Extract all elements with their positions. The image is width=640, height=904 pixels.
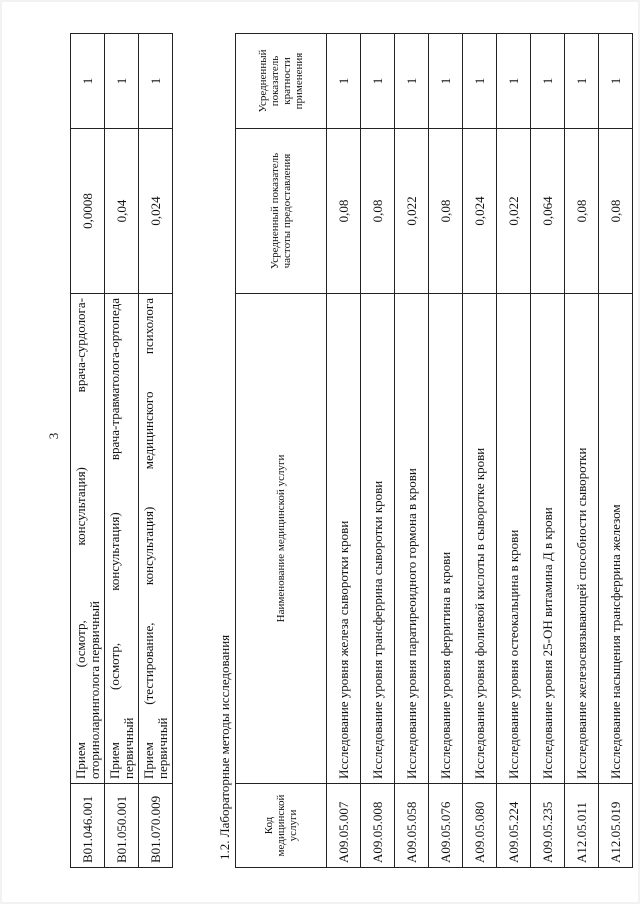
service-code: A09.05.076 [429, 784, 463, 868]
header-frequency: Усредненный показатель частоты предоставления [236, 129, 327, 294]
service-name-line: Прием (осмотр, консультация) врача-сурдолога- [72, 298, 88, 779]
frequency-value: 0,024 [463, 129, 497, 294]
document-page [2, 2, 638, 902]
frequency-value: 0,04 [105, 129, 139, 294]
table-row [429, 34, 463, 868]
service-code: A09.05.007 [327, 784, 361, 868]
frequency-value: 0,022 [395, 129, 429, 294]
table-row [327, 34, 361, 868]
service-name: Исследование железосвязывающей способности сыворотки [565, 294, 599, 784]
service-name [105, 294, 139, 784]
service-code: A09.05.224 [497, 784, 531, 868]
service-name-line: Прием (осмотр, консультация) врача-травматолога-ортопеда [106, 298, 122, 779]
service-name-line: оториноларинголога первичный [86, 601, 102, 779]
multiplicity-value: 1 [531, 34, 565, 129]
table-row [599, 34, 633, 868]
multiplicity-value: 1 [565, 34, 599, 129]
service-name: Исследование уровня паратиреоидного гормона в крови [395, 294, 429, 784]
service-code: B01.046.001 [71, 784, 105, 868]
service-name: Исследование уровня ферритина в крови [429, 294, 463, 784]
lab-methods-table [235, 33, 633, 868]
frequency-value: 0,08 [429, 129, 463, 294]
service-code: B01.070.009 [139, 784, 173, 868]
multiplicity-value: 1 [361, 34, 395, 129]
table-row [531, 34, 565, 868]
frequency-value: 0,024 [139, 129, 173, 294]
service-name-line: Прием (тестирование, консультация) медицинского психолога [140, 298, 156, 779]
service-name-line: первичный [120, 717, 136, 779]
service-code: A09.05.235 [531, 784, 565, 868]
multiplicity-value: 1 [105, 34, 139, 129]
frequency-value: 0,0008 [71, 129, 105, 294]
frequency-value: 0,064 [531, 129, 565, 294]
multiplicity-value: 1 [463, 34, 497, 129]
rotated-content [70, 34, 623, 868]
table-row [497, 34, 531, 868]
service-name: Исследование уровня трансферрина сыворотки крови [361, 294, 395, 784]
multiplicity-value: 1 [327, 34, 361, 129]
service-name-line: первичный [154, 717, 170, 779]
service-code: A12.05.019 [599, 784, 633, 868]
multiplicity-value: 1 [599, 34, 633, 129]
table-header-row [236, 34, 327, 868]
multiplicity-value: 1 [395, 34, 429, 129]
table-row [463, 34, 497, 868]
service-name [139, 294, 173, 784]
section-title: 1.2. Лабораторные методы исследования [217, 634, 232, 860]
service-name [71, 294, 105, 784]
multiplicity-value: 1 [139, 34, 173, 129]
frequency-value: 0,08 [599, 129, 633, 294]
header-code: Код медицинской услуги [236, 784, 327, 868]
multiplicity-value: 1 [429, 34, 463, 129]
service-code: A09.05.008 [361, 784, 395, 868]
table-row [565, 34, 599, 868]
header-multiplicity: Усредненный показатель кратности применения [236, 34, 327, 129]
table-row [71, 34, 105, 868]
multiplicity-value: 1 [71, 34, 105, 129]
service-code: A12.05.011 [565, 784, 599, 868]
header-name: Наименование медицинской услуги [236, 294, 327, 784]
frequency-value: 0,08 [565, 129, 599, 294]
service-name: Исследование насыщения трансферрина железом [599, 294, 633, 784]
frequency-value: 0,08 [327, 129, 361, 294]
service-name: Исследование уровня 25-ОН витамина Д в крови [531, 294, 565, 784]
service-code: A09.05.058 [395, 784, 429, 868]
service-name: Исследование уровня остеокальцина в крови [497, 294, 531, 784]
page-number: 3 [46, 432, 61, 440]
service-code: A09.05.080 [463, 784, 497, 868]
consultations-table [70, 33, 173, 868]
service-code: B01.050.001 [105, 784, 139, 868]
frequency-value: 0,08 [361, 129, 395, 294]
service-name: Исследование уровня железа сыворотки крови [327, 294, 361, 784]
multiplicity-value: 1 [497, 34, 531, 129]
table-row [139, 34, 173, 868]
table-row [361, 34, 395, 868]
table-row [395, 34, 429, 868]
table-row [105, 34, 139, 868]
frequency-value: 0,022 [497, 129, 531, 294]
service-name: Исследование уровня фолиевой кислоты в сыворотке крови [463, 294, 497, 784]
